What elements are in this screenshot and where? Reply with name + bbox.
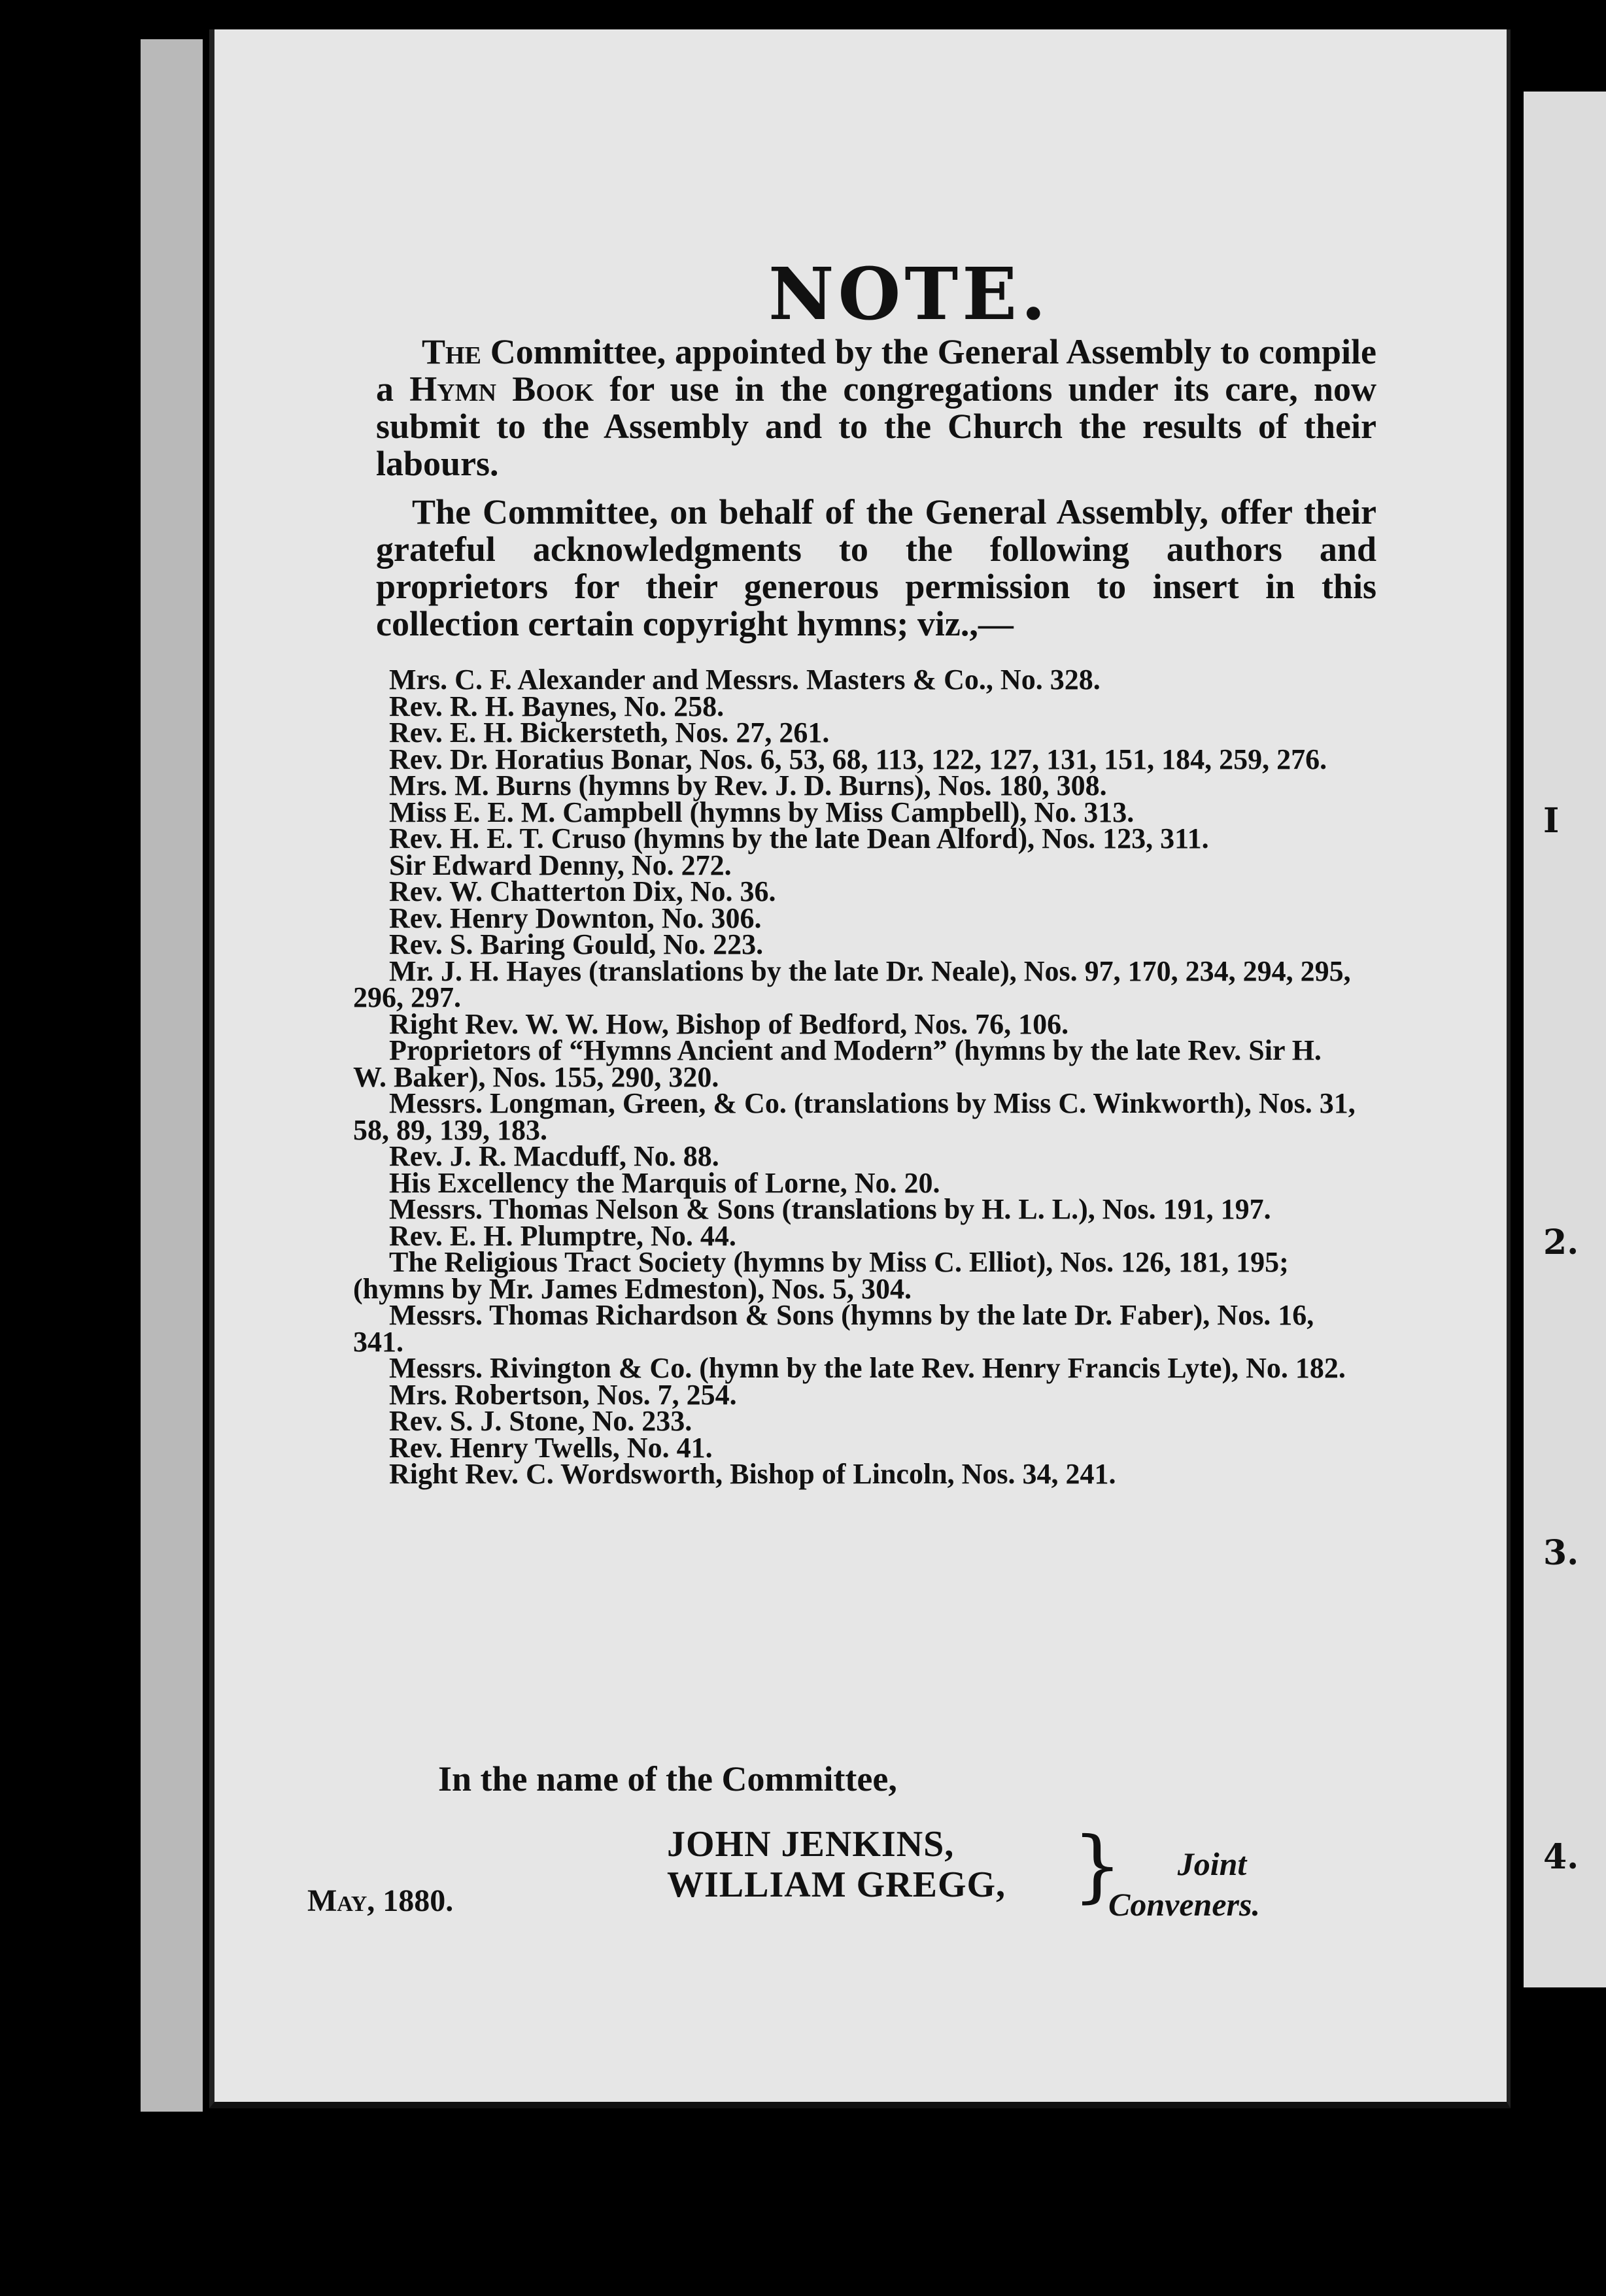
list-item: Mrs. C. F. Alexander and Messrs. Masters & Co., No. 328. — [389, 664, 1101, 696]
hymn-book-term: Hymn Book — [409, 369, 594, 409]
list-item: Messrs. Thomas Nelson & Sons (translations by H. L. L.), Nos. 191, 197. — [389, 1193, 1271, 1225]
signatory-gregg: WILLIAM GREGG, — [667, 1865, 1006, 1905]
list-item: Proprietors of “Hymns Ancient and Modern” (hymns by the late Rev. Sir H. W. Baker), Nos. 155, 290, 320. — [353, 1034, 1322, 1093]
list-item: Rev. R. H. Baynes, No. 258. — [389, 690, 725, 722]
acknowledgment-list — [353, 664, 1360, 1490]
brace-icon: } — [1072, 1821, 1123, 1912]
facing-page-mark-3: 3. — [1543, 1533, 1579, 1573]
acknowledgment-paragraph: The Committee, on behalf of the General Assembly, offer their grateful acknowledgments to the following authors and proprietors for their generous permission to insert in this collection certain copyright hymns; viz.,— — [376, 492, 1376, 643]
intro-lead-word: The — [422, 332, 481, 371]
closing-line: In the name of the Committee, — [438, 1759, 897, 1798]
list-item: Rev. E. H. Bickersteth, Nos. 27, 261. — [389, 717, 830, 749]
list-item: Rev. J. R. Macduff, No. 88. — [389, 1140, 719, 1172]
list-item: Messrs. Longman, Green, & Co. (translations by Miss C. Winkworth), Nos. 31, 58, 89, 139, 183. — [353, 1087, 1356, 1146]
intro-text-b: for use in the congregations under its care, now submit to the Assembly and to the Church the results of their labours. — [376, 369, 1377, 483]
list-item: Sir Edward Denny, No. 272. — [389, 849, 732, 881]
list-item: Rev. H. E. T. Cruso (hymns by the late Dean Alford), Nos. 123, 311. — [389, 822, 1209, 854]
role-line-2: Conveners. — [1108, 1886, 1260, 1923]
list-item: Rev. S. J. Stone, No. 233. — [389, 1405, 692, 1437]
list-item: Miss E. E. M. Campbell (hymns by Miss Campbell), No. 313. — [389, 796, 1135, 828]
list-item: Rev. S. Baring Gould, No. 223. — [389, 928, 764, 960]
facing-page-mark-4: 4. — [1543, 1837, 1579, 1877]
intro-text-a: Committee, appointed by the General Assembly to compile a — [376, 332, 1376, 409]
list-item: Right Rev. C. Wordsworth, Bishop of Lincoln, Nos. 34, 241. — [389, 1458, 1116, 1490]
list-item: Mrs. M. Burns (hymns by Rev. J. D. Burns), Nos. 180, 308. — [389, 769, 1107, 802]
list-item: Mr. J. H. Hayes (translations by the late Dr. Neale), Nos. 97, 170, 234, 294, 295, 296, 297. — [353, 954, 1351, 1013]
facing-page-mark-2: 2. — [1543, 1223, 1579, 1262]
facing-page-edge — [1524, 92, 1606, 1987]
list-item: Rev. Dr. Horatius Bonar, Nos. 6, 53, 68, 113, 122, 127, 131, 151, 184, 259, 276. — [389, 743, 1327, 775]
intro-paragraph — [376, 333, 1376, 482]
signatory-jenkins: JOHN JENKINS, — [667, 1824, 955, 1865]
role-line-1: Joint — [1177, 1846, 1247, 1882]
facing-page-mark-1: I — [1543, 801, 1560, 841]
list-item: The Religious Tract Society (hymns by Miss C. Elliot), Nos. 126, 181, 195; (hymns by Mr. James Edmeston), Nos. 5, 304. — [353, 1246, 1289, 1305]
list-item: Messrs. Rivington & Co. (hymn by the late Rev. Henry Francis Lyte), No. 182. — [389, 1352, 1346, 1384]
list-item: His Excellency the Marquis of Lorne, No. 20. — [389, 1166, 940, 1199]
list-item: Rev. Henry Downton, No. 306. — [389, 902, 762, 934]
list-item: Rev. W. Chatterton Dix, No. 36. — [389, 875, 776, 907]
left-page-edge — [141, 39, 203, 2112]
list-item: Rev. Henry Twells, No. 41. — [389, 1431, 713, 1464]
signatories — [667, 1824, 1006, 1905]
list-item: Mrs. Robertson, Nos. 7, 254. — [389, 1378, 737, 1411]
list-item: Rev. E. H. Plumptre, No. 44. — [389, 1219, 736, 1252]
signatory-role — [1108, 1844, 1260, 1925]
page-title: NOTE. — [768, 252, 1050, 336]
list-item: Messrs. Thomas Richardson & Sons (hymns by the late Dr. Faber), Nos. 16, 341. — [353, 1299, 1314, 1358]
list-item: Right Rev. W. W. How, Bishop of Bedford, Nos. 76, 106. — [389, 1007, 1069, 1040]
document-date: May, 1880. — [307, 1883, 454, 1918]
